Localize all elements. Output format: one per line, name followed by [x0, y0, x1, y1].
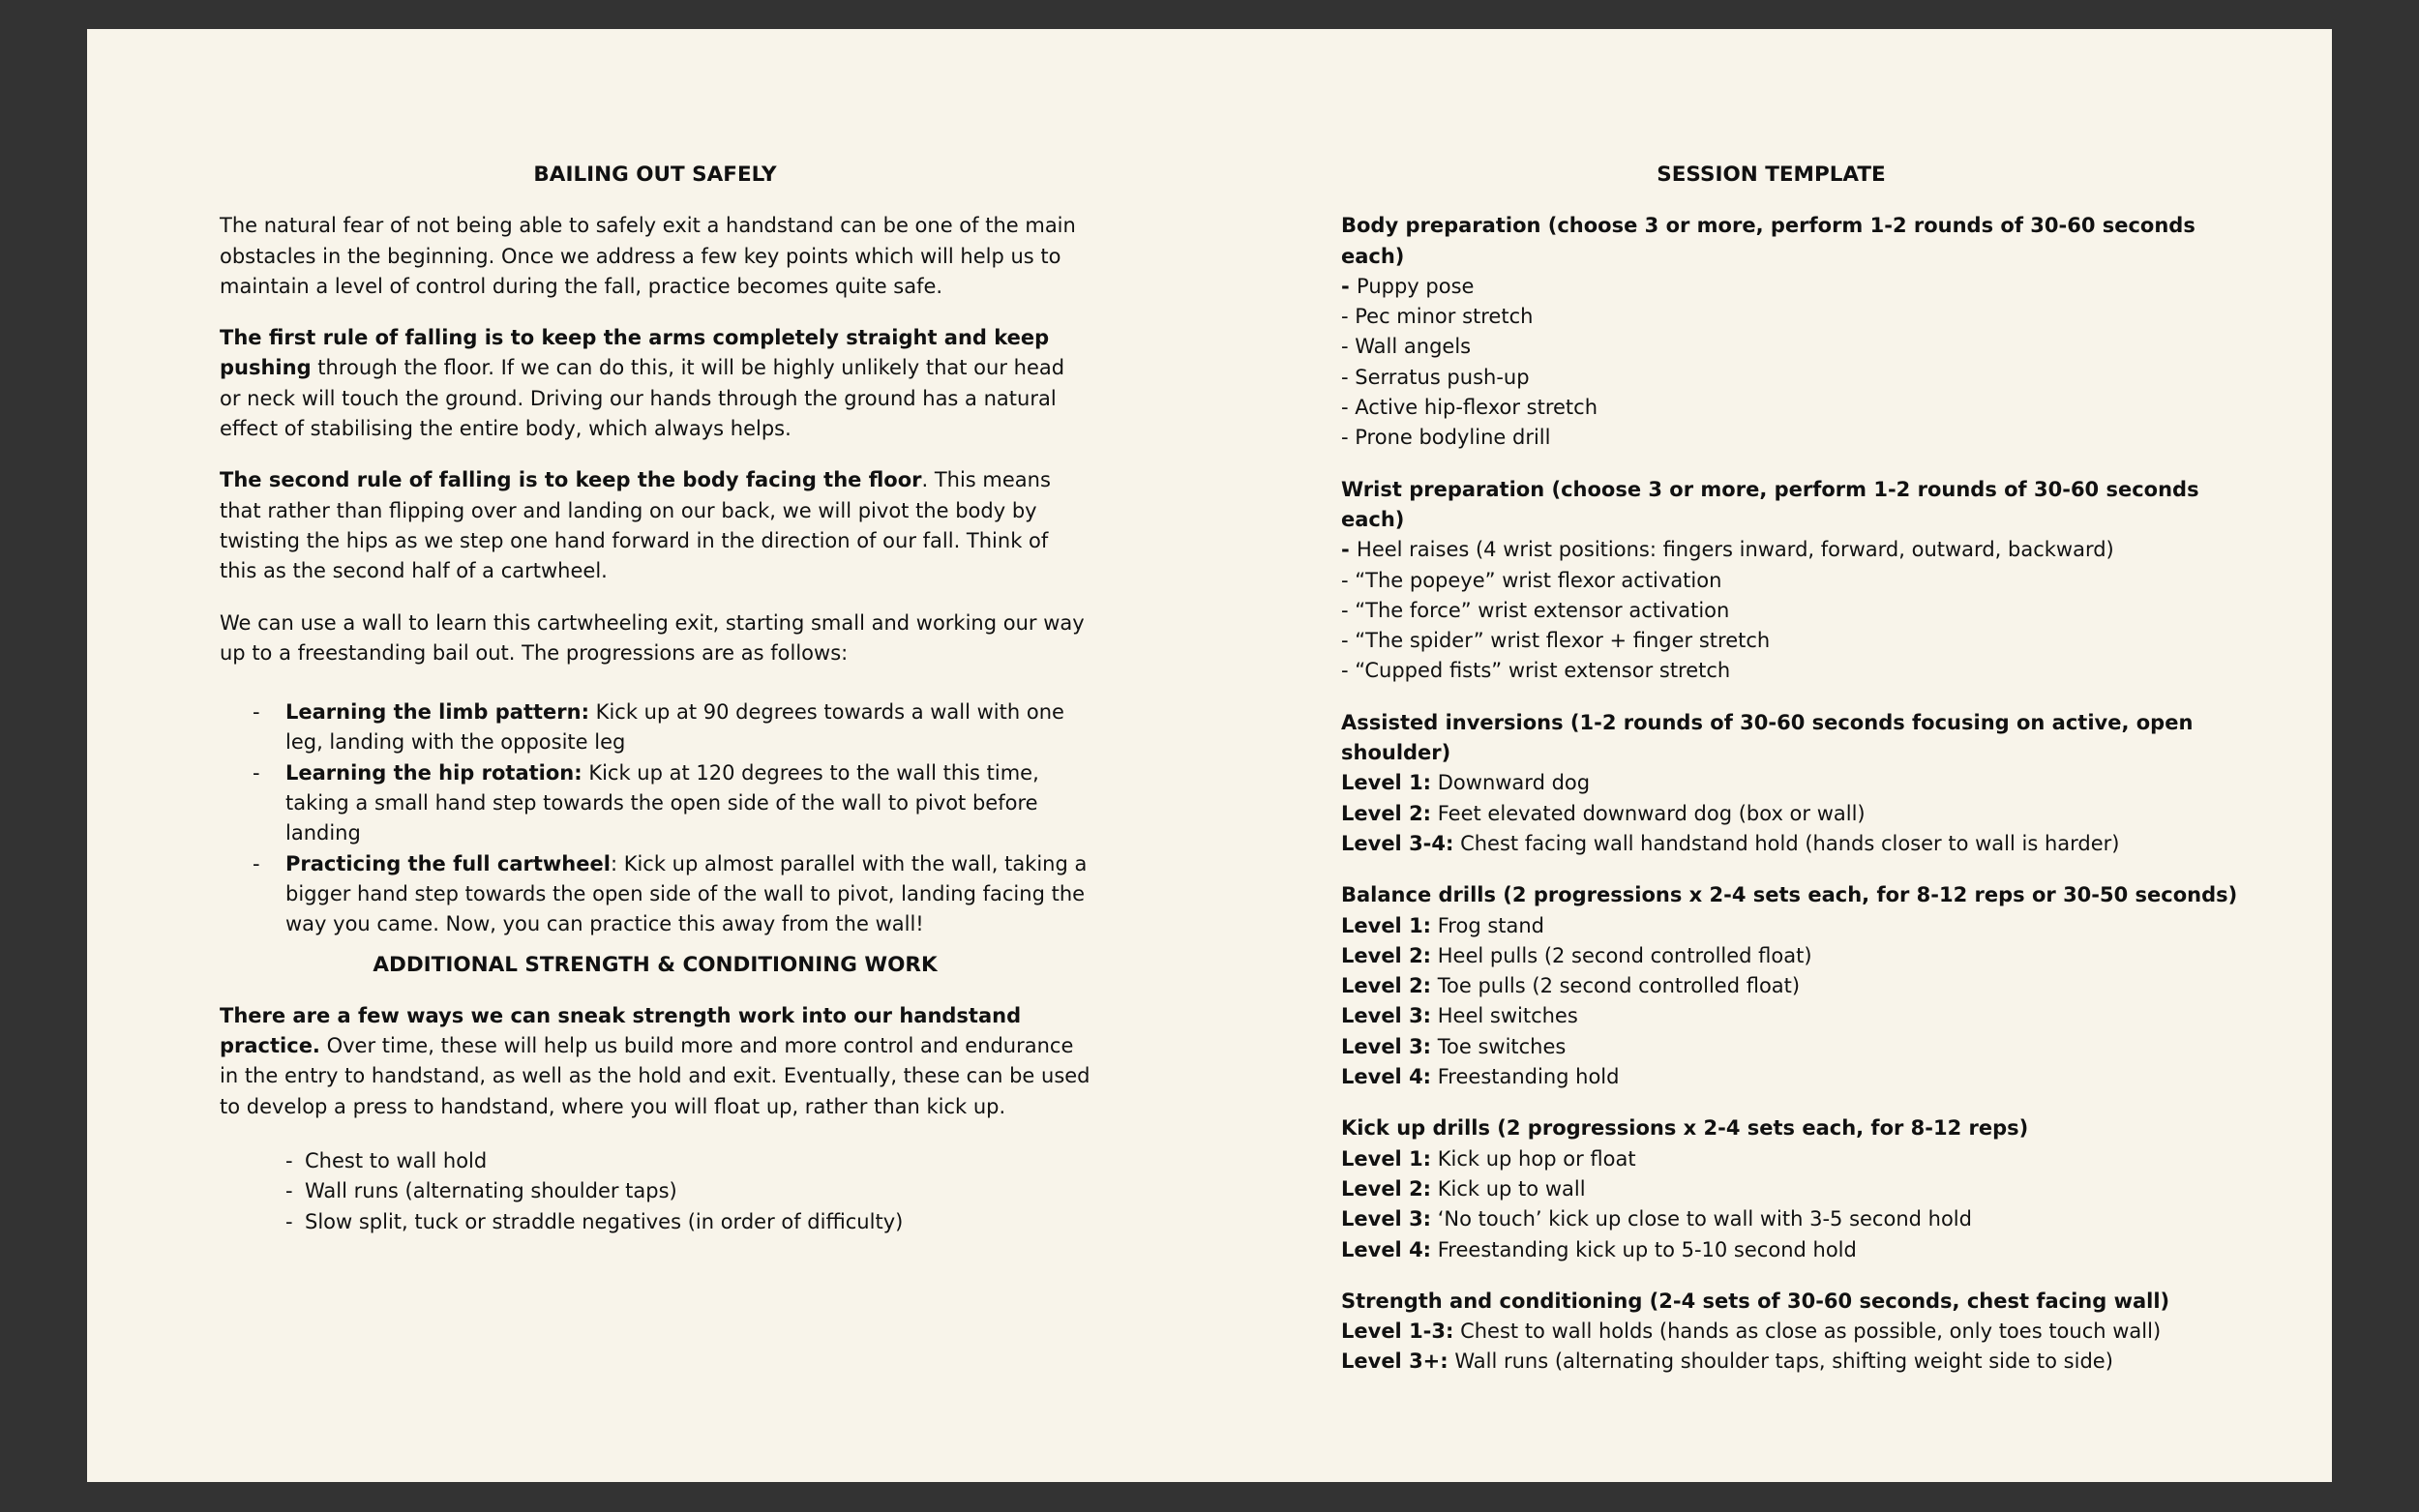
list-item — [1341, 626, 2251, 656]
first-rule-text: through the floor. If we can do this, it will be highly unlikely that our head or neck will touch the ground. Driving our hands through the ground has a natural effect of stabilising the entire body, which always helps. — [220, 356, 1065, 441]
paragraph-intro: The natural fear of not being able to safely exit a handstand can be one of the main obstacles in the beginning. Once we address a few key points which will help us to maintain a level of control during the fall, practice becomes quite safe. — [220, 214, 1076, 298]
level-label: Level 2: — [1341, 943, 1432, 967]
list-item — [1341, 363, 2251, 393]
progression-lead: Learning the hip rotation: — [285, 760, 582, 785]
session-block-heading: Body preparation (choose 3 or more, perform 1-2 rounds of 30-60 seconds each) — [1341, 214, 2195, 268]
list-item — [1341, 272, 2251, 302]
list-item: - Slow split, tuck or straddle negatives (in order of difficulty) — [220, 1207, 1090, 1237]
list-item — [1341, 535, 2251, 565]
strength-text: Over time, these will help us build more and more control and endurance in the entry to handstand, as well as the hold and exit. Eventually, these can be used to develop a press to handstand, where you will float up, rather than kick up. — [220, 1034, 1090, 1118]
session-block-heading: Kick up drills (2 progressions x 2-4 sets each, for 8-12 reps) — [1341, 1116, 2029, 1141]
session-block-heading: Wrist preparation (choose 3 or more, perform 1-2 rounds of 30-60 seconds each) — [1341, 477, 2199, 531]
exercise-text: - “The popeye” wrist flexor activation — [1341, 568, 1722, 592]
level-label: Level 1-3: — [1341, 1319, 1454, 1344]
session-block-heading: Balance drills (2 progressions x 2-4 sets each, for 8-12 reps or 30-50 seconds) — [1341, 883, 2238, 907]
exercise-text: - Wall angels — [1341, 335, 1472, 359]
exercise-text: - “The spider” wrist flexor + finger stretch — [1341, 629, 1771, 653]
progression-text: Kick up at 120 degrees to the wall this time, taking a small hand step towards the open side of the wall to pivot before landing — [285, 760, 1039, 845]
session-block-heading: Assisted inversions (1-2 rounds of 30-60 seconds focusing on active, open shoulder) — [1341, 710, 2194, 765]
list-item — [1341, 971, 2251, 1001]
session-sections — [1341, 211, 2251, 1377]
exercise-text: - Prone bodyline drill — [1341, 426, 1551, 450]
progression-list — [220, 697, 1090, 939]
paragraph-strength — [220, 1001, 1090, 1122]
exercise-text: - “The force” wrist extensor activation — [1341, 598, 1730, 622]
left-column — [220, 160, 1090, 1237]
exercise-text: Freestanding kick up to 5-10 second hold — [1431, 1237, 1857, 1261]
exercise-text: Toe switches — [1431, 1034, 1567, 1058]
exercise-text: Heel pulls (2 second controlled float) — [1431, 943, 1812, 967]
level-label: Level 3: — [1341, 1207, 1432, 1231]
exercise-text: Chest facing wall handstand hold (hands closer to wall is harder) — [1453, 831, 2120, 855]
list-item — [1341, 768, 2251, 798]
level-label: - — [1341, 274, 1358, 298]
list-item — [1341, 911, 2251, 941]
session-block — [1341, 1113, 2251, 1264]
list-item — [1341, 1174, 2251, 1204]
second-rule-text: . This means that rather than flipping over and landing on our back, we will pivot the body by twisting the hips as we step one hand forward in the direction of our fall. Think of this as the second half of a cartwheel. — [220, 468, 1051, 583]
list-item: - Chest to wall hold — [220, 1146, 1090, 1176]
list-item — [1341, 332, 2251, 362]
list-item — [1341, 393, 2251, 423]
level-label: Level 2: — [1341, 801, 1432, 825]
list-item — [1341, 1062, 2251, 1092]
list-item — [1341, 1001, 2251, 1031]
exercise-text: Kick up hop or float — [1431, 1146, 1636, 1171]
list-item — [220, 758, 1090, 849]
strength-exercise-list — [220, 1146, 1090, 1237]
level-label: Level 4: — [1341, 1065, 1432, 1089]
exercise-text: Wall runs (alternating shoulder taps, shifting weight side to side) — [1448, 1349, 2113, 1374]
level-label: Level 4: — [1341, 1237, 1432, 1261]
exercise-text: - Active hip-flexor stretch — [1341, 396, 1598, 420]
list-item — [1341, 1317, 2251, 1347]
exercise-text: Chest to wall holds (hands as close as possible, only toes touch wall) — [1453, 1319, 2162, 1344]
session-block — [1341, 211, 2251, 453]
strength-lead: There are a few ways we can sneak strength work into our handstand practice. — [220, 1003, 1022, 1058]
list-item — [1341, 1204, 2251, 1234]
list-item: - Wall runs (alternating shoulder taps) — [220, 1176, 1090, 1206]
section-title-session-template: SESSION TEMPLATE — [1657, 163, 1886, 187]
list-item — [1341, 596, 2251, 626]
progression-lead: Practicing the full cartwheel — [285, 851, 611, 875]
progression-text: : Kick up almost parallel with the wall, taking a bigger hand step towards the open side of the wall to pivot, landing facing the way you came. Now, you can practice this away from the wall! — [285, 851, 1088, 936]
exercise-text: Puppy pose — [1357, 274, 1475, 298]
level-label: Level 3+: — [1341, 1349, 1448, 1374]
list-item — [1341, 941, 2251, 971]
list-item — [1341, 302, 2251, 332]
progression-text: Kick up at 90 degrees towards a wall with one leg, landing with the opposite leg — [285, 700, 1064, 755]
paragraph-wall-exit: We can use a wall to learn this cartwheeling exit, starting small and working our way up to a freestanding bail out. The progressions are as follows: — [220, 610, 1085, 665]
level-label: Level 1: — [1341, 913, 1432, 937]
level-label: Level 1: — [1341, 771, 1432, 795]
paragraph-second-rule — [220, 465, 1090, 586]
exercise-text: Feet elevated downward dog (box or wall) — [1431, 801, 1866, 825]
level-label: Level 3: — [1341, 1004, 1432, 1028]
list-item — [1341, 1235, 2251, 1265]
exercise-text: - Pec minor stretch — [1341, 305, 1534, 329]
exercise-text: Frog stand — [1431, 913, 1545, 937]
list-item — [220, 697, 1090, 758]
second-rule-lead: The second rule of falling is to keep the body facing the floor — [220, 468, 922, 492]
list-item — [1341, 799, 2251, 829]
exercise-text: Freestanding hold — [1431, 1065, 1620, 1089]
list-item — [1341, 1347, 2251, 1377]
exercise-text: ‘No touch’ kick up close to wall with 3-5 second hold — [1431, 1207, 1972, 1231]
level-label: Level 3-4: — [1341, 831, 1454, 855]
level-label: - — [1341, 538, 1358, 562]
session-block — [1341, 1287, 2251, 1378]
list-item — [1341, 423, 2251, 453]
exercise-text: Heel raises (4 wrist positions: fingers inward, forward, outward, backward) — [1357, 538, 2114, 562]
list-item — [1341, 829, 2251, 859]
section-title-bailing-out: BAILING OUT SAFELY — [533, 163, 777, 187]
session-block — [1341, 708, 2251, 859]
list-item — [1341, 1032, 2251, 1062]
exercise-text: Kick up to wall — [1431, 1176, 1586, 1201]
exercise-text: Heel switches — [1431, 1004, 1578, 1028]
list-item — [1341, 1144, 2251, 1174]
exercise-text: Toe pulls (2 second controlled float) — [1431, 974, 1801, 998]
session-block — [1341, 475, 2251, 687]
paragraph-first-rule — [220, 323, 1090, 444]
level-label: Level 3: — [1341, 1034, 1432, 1058]
section-title-additional-strength: ADDITIONAL STRENGTH & CONDITIONING WORK — [373, 952, 938, 977]
level-label: Level 2: — [1341, 1176, 1432, 1201]
exercise-text: - Serratus push-up — [1341, 365, 1530, 389]
document-page — [87, 29, 2332, 1482]
session-block — [1341, 880, 2251, 1092]
list-item — [220, 849, 1090, 940]
level-label: Level 1: — [1341, 1146, 1432, 1171]
session-block-heading: Strength and conditioning (2-4 sets of 30-60 seconds, chest facing wall) — [1341, 1289, 2170, 1313]
right-column — [1341, 160, 2251, 1399]
exercise-text: Downward dog — [1431, 771, 1591, 795]
list-item — [1341, 656, 2251, 686]
progression-lead: Learning the limb pattern: — [285, 700, 589, 725]
level-label: Level 2: — [1341, 974, 1432, 998]
first-rule-lead: The first rule of falling is to keep the arms completely straight and keep pushing — [220, 326, 1050, 380]
list-item — [1341, 566, 2251, 596]
exercise-text: - “Cupped fists” wrist extensor stretch — [1341, 659, 1731, 683]
